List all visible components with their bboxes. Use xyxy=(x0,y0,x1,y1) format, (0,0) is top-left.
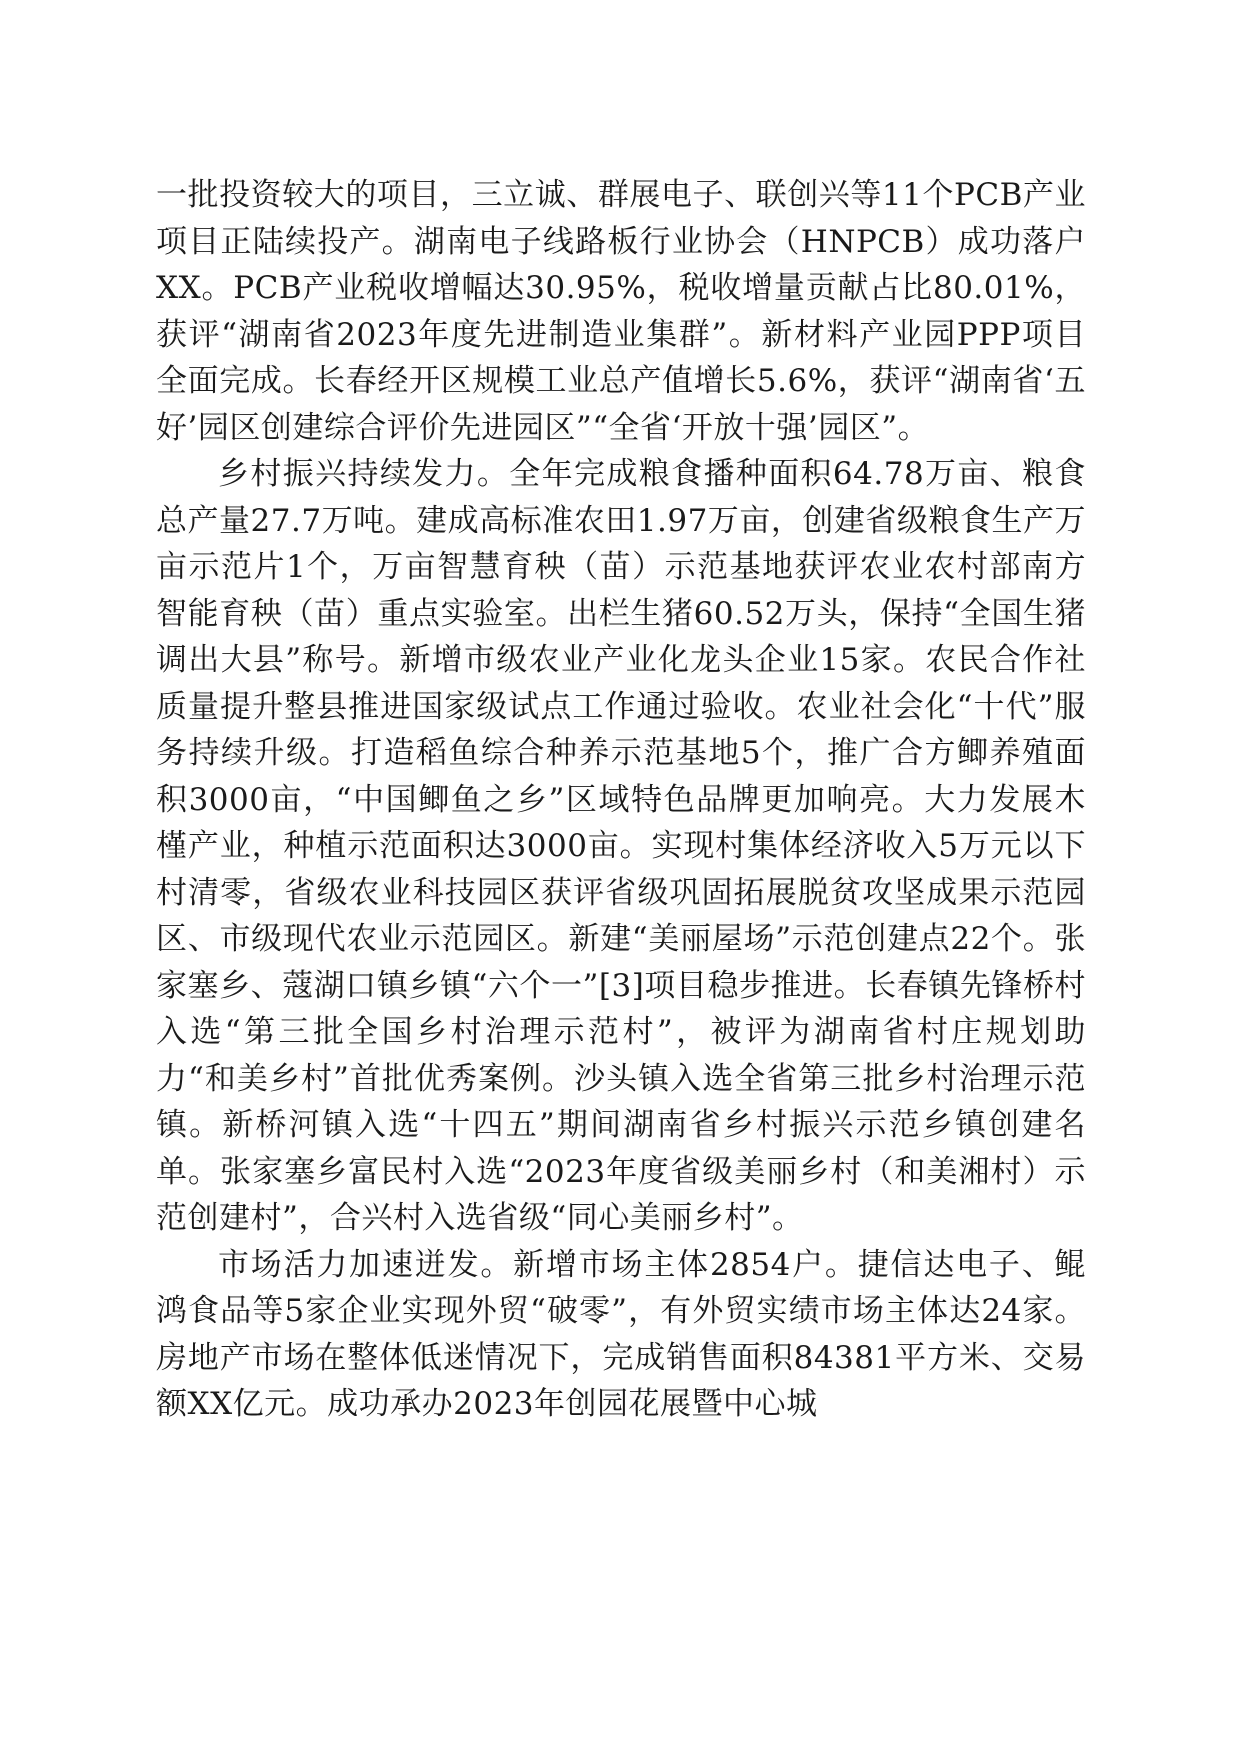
paragraph-rural-revitalization: 乡村振兴持续发力。全年完成粮食播种面积64.78万亩、粮食总产量27.7万吨。建成高标准农田1.97万亩，创建省级粮食生产万亩示范片1个，万亩智慧育秧（苗）示范基地获评农业农村部南方智能育秧（苗）重点实验室。出栏生猪60.52万头，保持“全国生猪调出大县”称号。新增市级农业产业化龙头企业15家。农民合作社质量提升整县推进国家级试点工作通过验收。农业社会化“十代”服务持续升级。打造稻鱼综合种养示范基地5个，推广合方鲫养殖面积3000亩，“中国鲫鱼之乡”区域特色品牌更加响亮。大力发展木槿产业，种植示范面积达3000亩。实现村集体经济收入5万元以下村清零，省级农业科技园区获评省级巩固拓展脱贫攻坚成果示范园区、市级现代农业示范园区。新建“美丽屋场”示范创建点22个。张家塞乡、蔻湖口镇乡镇“六个一”[3]项目稳步推进。长春镇先锋桥村入选“第三批全国乡村治理示范村”，被评为湖南省村庄规划助力“和美乡村”首批优秀案例。沙头镇入选全省第三批乡村治理示范镇。新桥河镇入选“十四五”期间湖南省乡村振兴示范乡镇创建名单。张家塞乡富民村入选“2023年度省级美丽乡村（和美湘村）示范创建村”，合兴村入选省级“同心美丽乡村”。 xyxy=(156,456,1086,1236)
paragraph-market-vitality: 市场活力加速迸发。新增市场主体2854户。捷信达电子、鲲鸿食品等5家企业实现外贸“破零”，有外贸实绩市场主体达24家。房地产市场在整体低迷情况下，完成销售面积84381平方米、交易额XX亿元。成功承办2023年创园花展暨中心城 xyxy=(156,1246,1086,1422)
document-page xyxy=(156,172,1086,1428)
paragraph-industry-continuation: 一批投资较大的项目，三立诚、群展电子、联创兴等11个PCB产业项目正陆续投产。湖南电子线路板行业协会（HNPCB）成功落户XX。PCB产业税收增幅达30.95%，税收增量贡献占比80.01%，获评“湖南省2023年度先进制造业集群”。新材料产业园PPP项目全面完成。长春经开区规模工业总产值增长5.6%，获评“湖南省‘五好’园区创建综合评价先进园区”“全省‘开放十强’园区”。 xyxy=(156,177,1086,446)
